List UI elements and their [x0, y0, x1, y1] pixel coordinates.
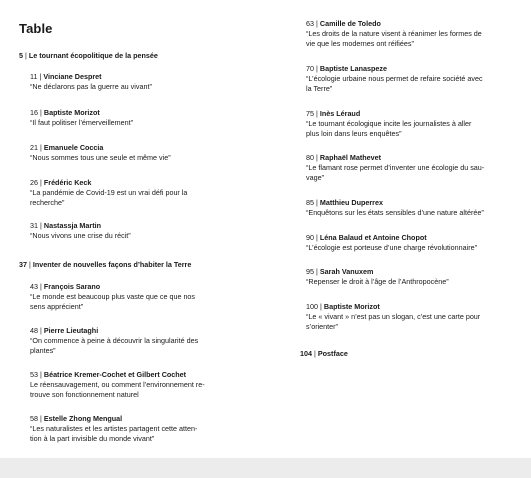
toc-entry	[306, 153, 506, 184]
toc-entry	[30, 143, 230, 163]
entry-page-number: 31	[30, 221, 38, 230]
entry-author: Baptiste Morizot	[323, 302, 380, 311]
entry-quote-line: “L’écologie urbaine nous permet de refaire société avec	[306, 74, 483, 84]
entry-heading	[30, 143, 230, 153]
entry-author: Vinciane Despret	[43, 72, 102, 81]
toc-entry	[306, 19, 506, 50]
entry-page-number: 70	[306, 64, 314, 73]
entry-page-number: 53	[30, 370, 38, 379]
entry-quote-line: plantes”	[30, 346, 56, 356]
entry-author: Inès Léraud	[319, 109, 361, 118]
part-page-number: 37	[19, 260, 27, 269]
entry-page-number: 48	[30, 326, 38, 335]
entry-page-number: 43	[30, 282, 38, 291]
entry-page-number: 95	[306, 267, 314, 276]
separator: |	[40, 178, 42, 187]
entry-page-number: 63	[306, 19, 314, 28]
entry-heading	[30, 221, 230, 231]
postface-page-number: 104	[300, 349, 312, 358]
toc-entry	[30, 72, 230, 92]
toc-entry	[30, 178, 230, 209]
entry-page-number: 26	[30, 178, 38, 187]
separator: |	[316, 64, 318, 73]
part-title: Le tournant écopolitique de la pensée	[28, 51, 158, 60]
entry-heading	[30, 282, 230, 292]
toc-entry	[306, 198, 506, 218]
entry-quote-line: “Ne déclarons pas la guerre au vivant”	[30, 82, 152, 92]
separator: |	[39, 72, 42, 81]
separator: |	[316, 109, 318, 118]
entry-quote-line: s’orienter”	[306, 322, 338, 332]
entry-quote-line: “Le « vivant » n’est pas un slogan, c’est une carte pour	[306, 312, 481, 322]
entry-heading	[30, 72, 230, 82]
entry-author: François Sarano	[43, 282, 101, 291]
entry-quote-line: “On commence à peine à découvrir la singularité des	[30, 336, 199, 346]
separator: |	[40, 282, 42, 291]
entry-quote-line: “Repenser le droit à l’âge de l’Anthropocène”	[306, 277, 449, 287]
entry-quote-line: “Nous vivons une crise du récit”	[30, 231, 131, 241]
toc-entry	[306, 233, 506, 253]
page-bottom-band	[0, 458, 531, 478]
entry-author: Estelle Zhong Mengual	[43, 414, 123, 423]
toc-entry	[306, 267, 506, 287]
entry-quote-line: vage”	[306, 173, 324, 183]
entry-author: Léna Balaud et Antoine Chopot	[319, 233, 427, 242]
separator: |	[314, 349, 316, 358]
part-page-number: 5	[19, 51, 23, 60]
entry-heading	[306, 19, 506, 29]
entry-author: Camille de Toledo	[319, 19, 381, 28]
separator: |	[320, 302, 322, 311]
entry-page-number: 90	[306, 233, 314, 242]
part-title: Inventer de nouvelles façons d’habiter la Terre	[32, 260, 192, 269]
entry-quote-line: vie que les modernes ont réifiées”	[306, 39, 414, 49]
entry-page-number: 75	[306, 109, 314, 118]
separator: |	[316, 267, 318, 276]
entry-quote-line: sens apprécient”	[30, 302, 84, 312]
entry-quote-line: recherche”	[30, 198, 65, 208]
entry-quote-line: “Les naturalistes et les artistes partagent cette atten-	[30, 424, 198, 434]
entry-author: Béatrice Kremer-Cochet et Gilbert Cochet	[43, 370, 187, 379]
separator: |	[40, 414, 42, 423]
toc-entry	[30, 282, 230, 313]
postface-heading	[300, 349, 348, 358]
separator: |	[40, 108, 42, 117]
entry-page-number: 80	[306, 153, 314, 162]
entry-heading	[30, 370, 230, 380]
toc-entry	[30, 108, 230, 128]
entry-quote-line: Le réensauvagement, ou comment l’environnement re-	[30, 380, 205, 390]
page-title: Table	[19, 21, 53, 36]
separator: |	[316, 233, 318, 242]
entry-heading	[306, 198, 506, 208]
entry-quote-line: “Le flamant rose permet d’inventer une écologie du sau-	[306, 163, 485, 173]
separator: |	[40, 326, 42, 335]
entry-page-number: 11	[30, 72, 38, 81]
entry-heading	[30, 326, 230, 336]
entry-author: Frédéric Keck	[43, 178, 92, 187]
entry-heading	[30, 108, 230, 118]
entry-quote-line: la Terre”	[306, 84, 333, 94]
entry-page-number: 16	[30, 108, 38, 117]
entry-author: Baptiste Morizot	[43, 108, 100, 117]
separator: |	[40, 370, 42, 379]
entry-heading	[306, 64, 506, 74]
toc-entry	[30, 414, 230, 445]
entry-quote-line: trouve son fonctionnement naturel	[30, 390, 139, 400]
toc-entry	[30, 370, 230, 401]
entry-heading	[306, 267, 506, 277]
entry-quote-line: “Le monde est beaucoup plus vaste que ce que nos	[30, 292, 196, 302]
separator: |	[29, 260, 31, 269]
entry-author: Emanuele Coccia	[43, 143, 104, 152]
entry-quote-line: “L’écologie est porteuse d’une charge révolutionnaire”	[306, 243, 478, 253]
entry-quote-line: “Enquêtons sur les états sensibles d’une nature altérée”	[306, 208, 484, 218]
entry-quote-line: “Les droits de la nature visent à réanimer les formes de	[306, 29, 482, 39]
separator: |	[40, 221, 42, 230]
entry-quote-line: “Le tournant écologique incite les journalistes à aller	[306, 119, 472, 129]
entry-page-number: 100	[306, 302, 318, 311]
separator: |	[316, 198, 318, 207]
entry-author: Baptiste Lanaspeze	[319, 64, 387, 73]
entry-heading	[306, 153, 506, 163]
part-heading-1	[19, 51, 158, 60]
separator: |	[316, 19, 318, 28]
entry-heading	[306, 109, 506, 119]
part-heading-2	[19, 260, 191, 269]
entry-quote-line: tion à la part invisible du monde vivant”	[30, 434, 155, 444]
entry-author: Matthieu Duperrex	[319, 198, 383, 207]
toc-entry	[30, 326, 230, 357]
entry-heading	[30, 414, 230, 424]
separator: |	[316, 153, 318, 162]
toc-entry	[30, 221, 230, 241]
separator: |	[40, 143, 42, 152]
entry-page-number: 58	[30, 414, 38, 423]
entry-quote-line: plus loin dans leurs enquêtes”	[306, 129, 402, 139]
toc-entry	[306, 64, 506, 95]
toc-entry	[306, 302, 506, 333]
entry-author: Nastassja Martin	[43, 221, 101, 230]
entry-page-number: 21	[30, 143, 38, 152]
entry-heading	[30, 178, 230, 188]
entry-author: Raphaël Mathevet	[319, 153, 381, 162]
entry-author: Pierre Lieutaghi	[43, 326, 99, 335]
toc-entry	[306, 109, 506, 140]
entry-quote-line: “Il faut politiser l’émerveillement”	[30, 118, 134, 128]
entry-page-number: 85	[306, 198, 314, 207]
separator: |	[25, 51, 27, 60]
entry-heading	[306, 233, 506, 243]
entry-quote-line: “La pandémie de Covid-19 est un vrai défi pour la	[30, 188, 188, 198]
entry-heading	[306, 302, 506, 312]
entry-author: Sarah Vanuxem	[319, 267, 374, 276]
postface-title: Postface	[317, 349, 348, 358]
entry-quote-line: “Nous sommes tous une seule et même vie”	[30, 153, 171, 163]
